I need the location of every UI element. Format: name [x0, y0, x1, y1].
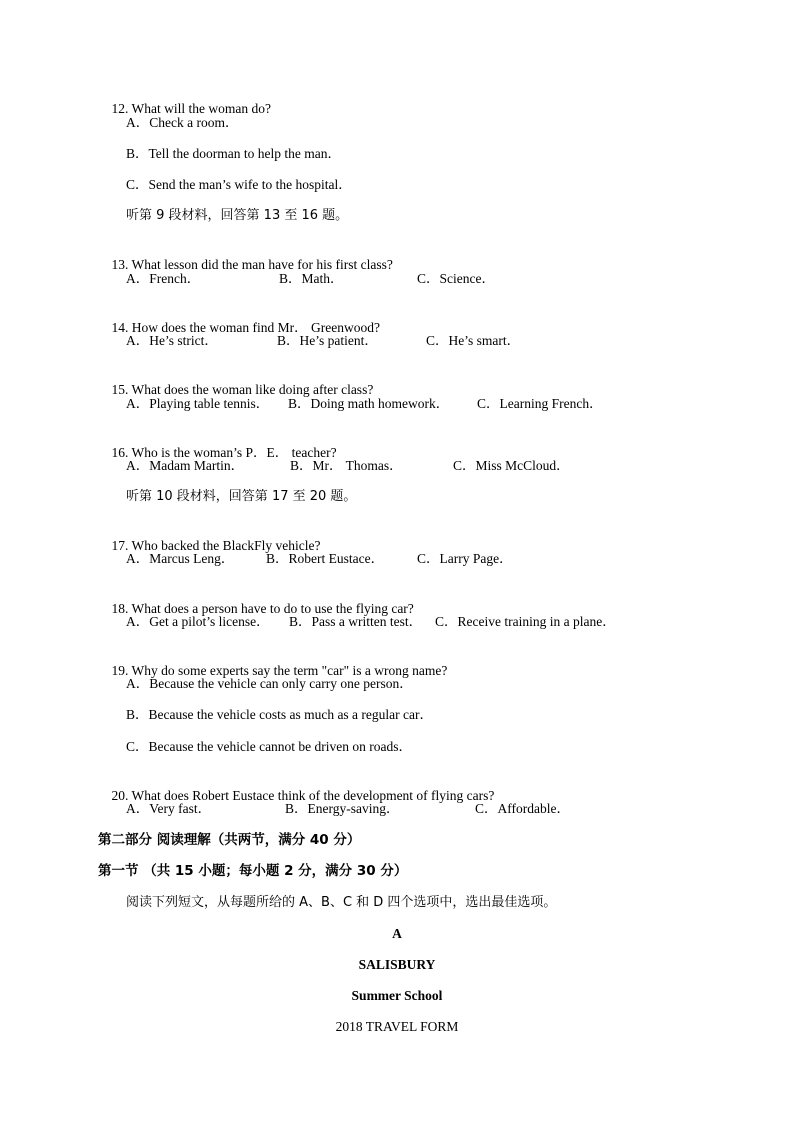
option-b: B．Math． — [279, 271, 344, 286]
question-text: What does a person have to do to use the flying car? — [131, 601, 414, 616]
option-c: C．Because the vehicle cannot be driven on roads． — [126, 739, 413, 754]
option-a: A．Playing table tennis． — [126, 396, 270, 411]
option-b: B．Tell the doorman to help the man． — [126, 146, 342, 161]
question-text: What lesson did the man have for his first class? — [131, 257, 393, 272]
option-c: C．Receive training in a plane． — [435, 614, 616, 629]
option-b: B．Doing math homework． — [288, 396, 450, 411]
option-a: A．Because the vehicle can only carry one person． — [126, 676, 413, 691]
option-b: B．Because the vehicle costs as much as a regular car． — [126, 707, 434, 722]
option-a: A．He’s strict． — [126, 333, 218, 348]
option-c: C．Larry Page． — [417, 551, 513, 566]
question-number: 20. — [111, 788, 129, 803]
section-1-title: 第一节 （共 15 小题；每小题 2 分，满分 30 分） — [98, 863, 408, 879]
question-number: 16. — [111, 445, 129, 460]
question-text: How does the woman find Mr． Greenwood? — [131, 320, 380, 335]
option-c: C．He’s smart． — [426, 333, 521, 348]
question-number: 18. — [111, 601, 129, 616]
question-text: Why do some experts say the term "car" is a wrong name? — [131, 663, 448, 678]
section-10-instruction: 听第 10 段材料，回答第 17 至 20 题。 — [126, 489, 357, 504]
option-a: A．Check a room． — [126, 115, 239, 130]
option-c: C．Send the man’s wife to the hospital． — [126, 177, 352, 192]
option-b: B．Mr． Thomas． — [290, 458, 403, 473]
option-a: A．French． — [126, 271, 201, 286]
option-a: A．Very fast． — [126, 801, 212, 816]
question-number: 15. — [111, 382, 129, 397]
question-number: 13. — [111, 257, 129, 272]
option-c: C．Affordable． — [475, 801, 570, 816]
question-text: Who is the woman’s P．E． teacher? — [131, 445, 337, 460]
option-a: A．Marcus Leng． — [126, 551, 235, 566]
passage-label: A — [392, 926, 402, 941]
section-9-instruction: 听第 9 段材料，回答第 13 至 16 题。 — [126, 208, 349, 223]
program-name: Summer School — [351, 988, 443, 1003]
question-number: 12. — [111, 101, 129, 116]
form-title: 2018 TRAVEL FORM — [335, 1019, 459, 1034]
option-c: C．Learning French． — [477, 396, 603, 411]
school-name: SALISBURY — [358, 957, 436, 972]
part-2-title: 第二部分 阅读理解（共两节，满分 40 分） — [98, 832, 361, 848]
option-c: C．Miss McCloud． — [453, 458, 570, 473]
reading-directions: 阅读下列短文，从每题所给的 A、B、C 和 D 四个选项中，选出最佳选项。 — [126, 895, 557, 910]
question-text: Who backed the BlackFly vehicle? — [131, 538, 321, 553]
option-b: B．Pass a written test． — [289, 614, 423, 629]
question-text: What will the woman do? — [131, 101, 271, 116]
question-number: 19. — [111, 663, 129, 678]
option-b: B．Energy-saving． — [285, 801, 400, 816]
question-text: What does Robert Eustace think of the development of flying cars? — [131, 788, 495, 803]
option-b: B．He’s patient． — [277, 333, 378, 348]
option-b: B．Robert Eustace． — [266, 551, 385, 566]
option-c: C．Science． — [417, 271, 495, 286]
question-text: What does the woman like doing after class? — [131, 382, 374, 397]
option-a: A．Madam Martin． — [126, 458, 245, 473]
question-number: 17. — [111, 538, 129, 553]
option-a: A．Get a pilot’s license． — [126, 614, 270, 629]
question-number: 14. — [111, 320, 129, 335]
